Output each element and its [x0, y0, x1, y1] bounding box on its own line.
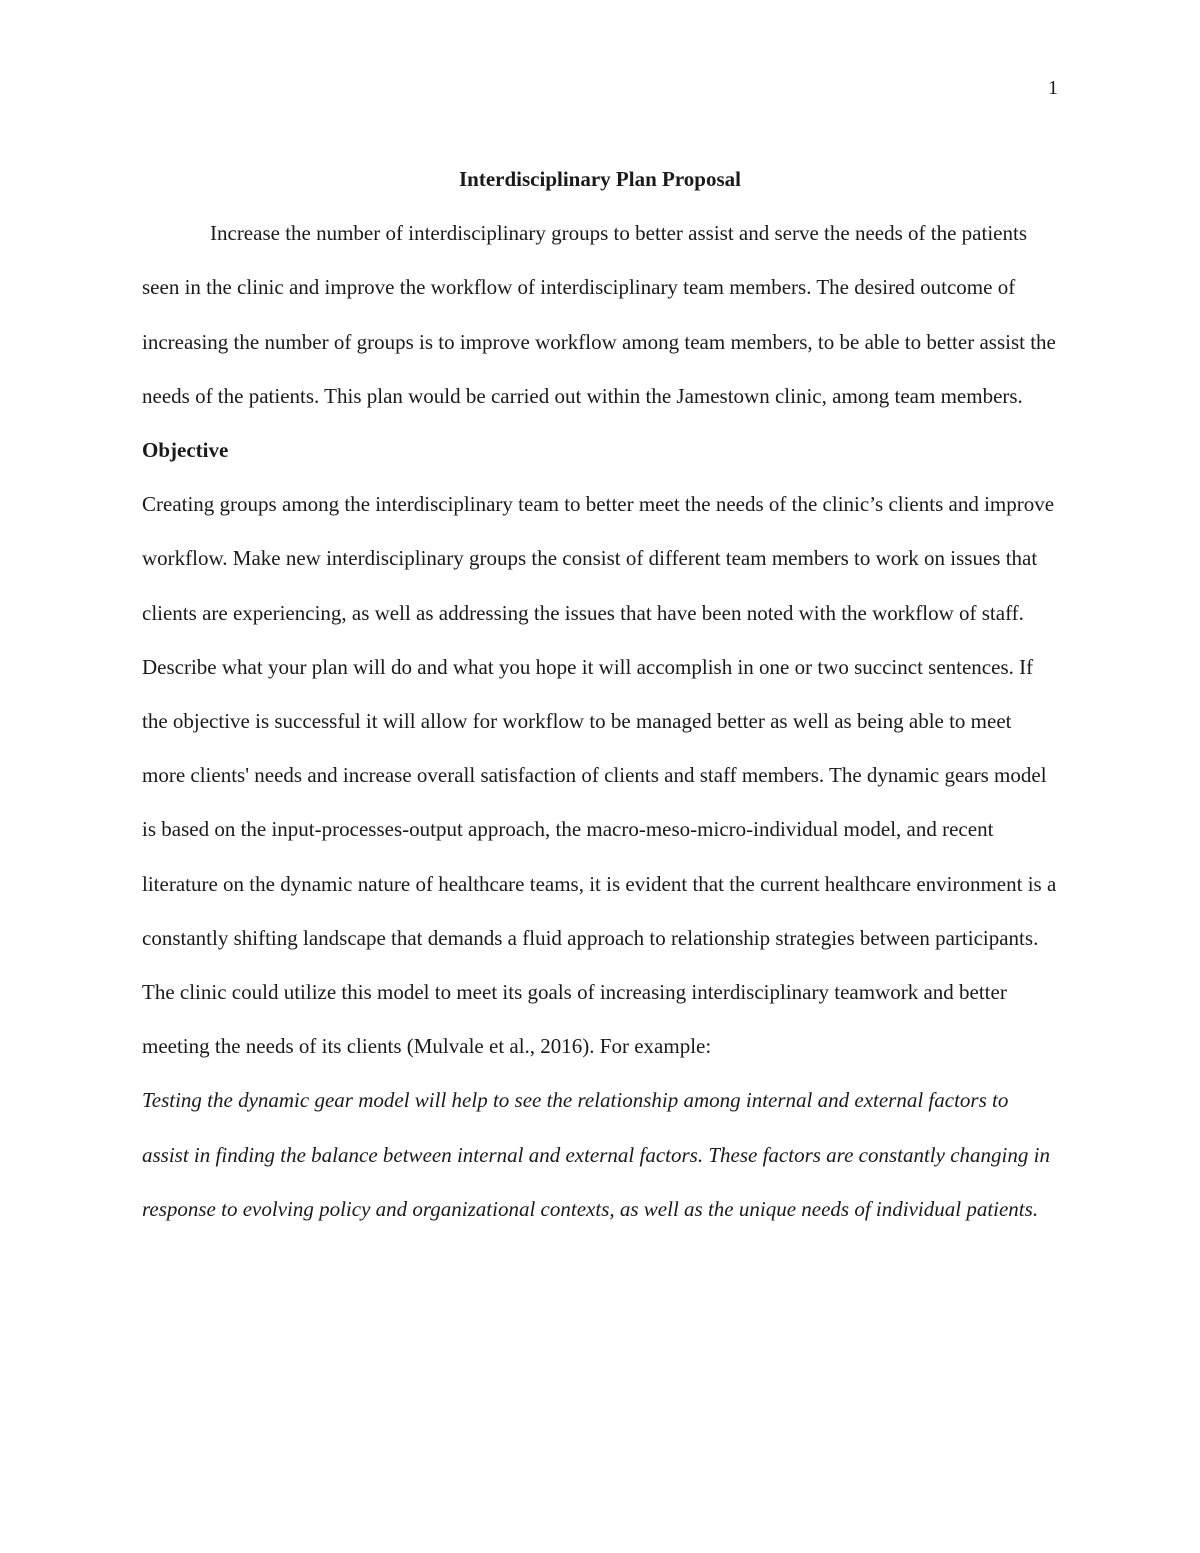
page-number: 1 [1048, 77, 1058, 99]
intro-paragraph: Increase the number of interdisciplinary groups to better assist and serve the needs of the patients seen in the clinic and improve the workflow of interdisciplinary team members. The desired outcome of increasing the number of groups is to improve workflow among team members, to be able to better assist the needs of the patients. This plan would be carried out within the Jamestown clinic, among team members. [142, 221, 1056, 408]
objective-heading: Objective [142, 438, 229, 463]
objective-paragraph: Creating groups among the interdisciplinary team to better meet the needs of the clinic’s clients and improve workflow. Make new interdisciplinary groups the consist of different team members to work on issues that clients are experiencing, as well as addressing the issues that have been noted with the workflow of staff. Describe what your plan will do and what you hope it will accomplish in one or two succinct sentences. If the objective is successful it will allow for workflow to be managed better as well as being able to meet more clients' needs and increase overall satisfaction of clients and staff members. The dynamic gears model is based on the input-processes-output approach, the macro-meso-micro-individual model, and recent literature on the dynamic nature of healthcare teams, it is evident that the current healthcare environment is a constantly shifting landscape that demands a fluid approach to relationship strategies between participants. The clinic could utilize this model to meet its goals of increasing interdisciplinary teamwork and better meeting the needs of its clients (Mulvale et al., 2016). For example: [142, 492, 1057, 1059]
example-italic-paragraph: Testing the dynamic gear model will help to see the relationship among internal and external factors to assist in finding the balance between internal and external factors. These factors are constantly changing in response to evolving policy and organizational contexts, as well as the unique needs of individual patients. [142, 1088, 1050, 1221]
document-title: Interdisciplinary Plan Proposal [459, 167, 741, 191]
document-body [142, 152, 1058, 1236]
